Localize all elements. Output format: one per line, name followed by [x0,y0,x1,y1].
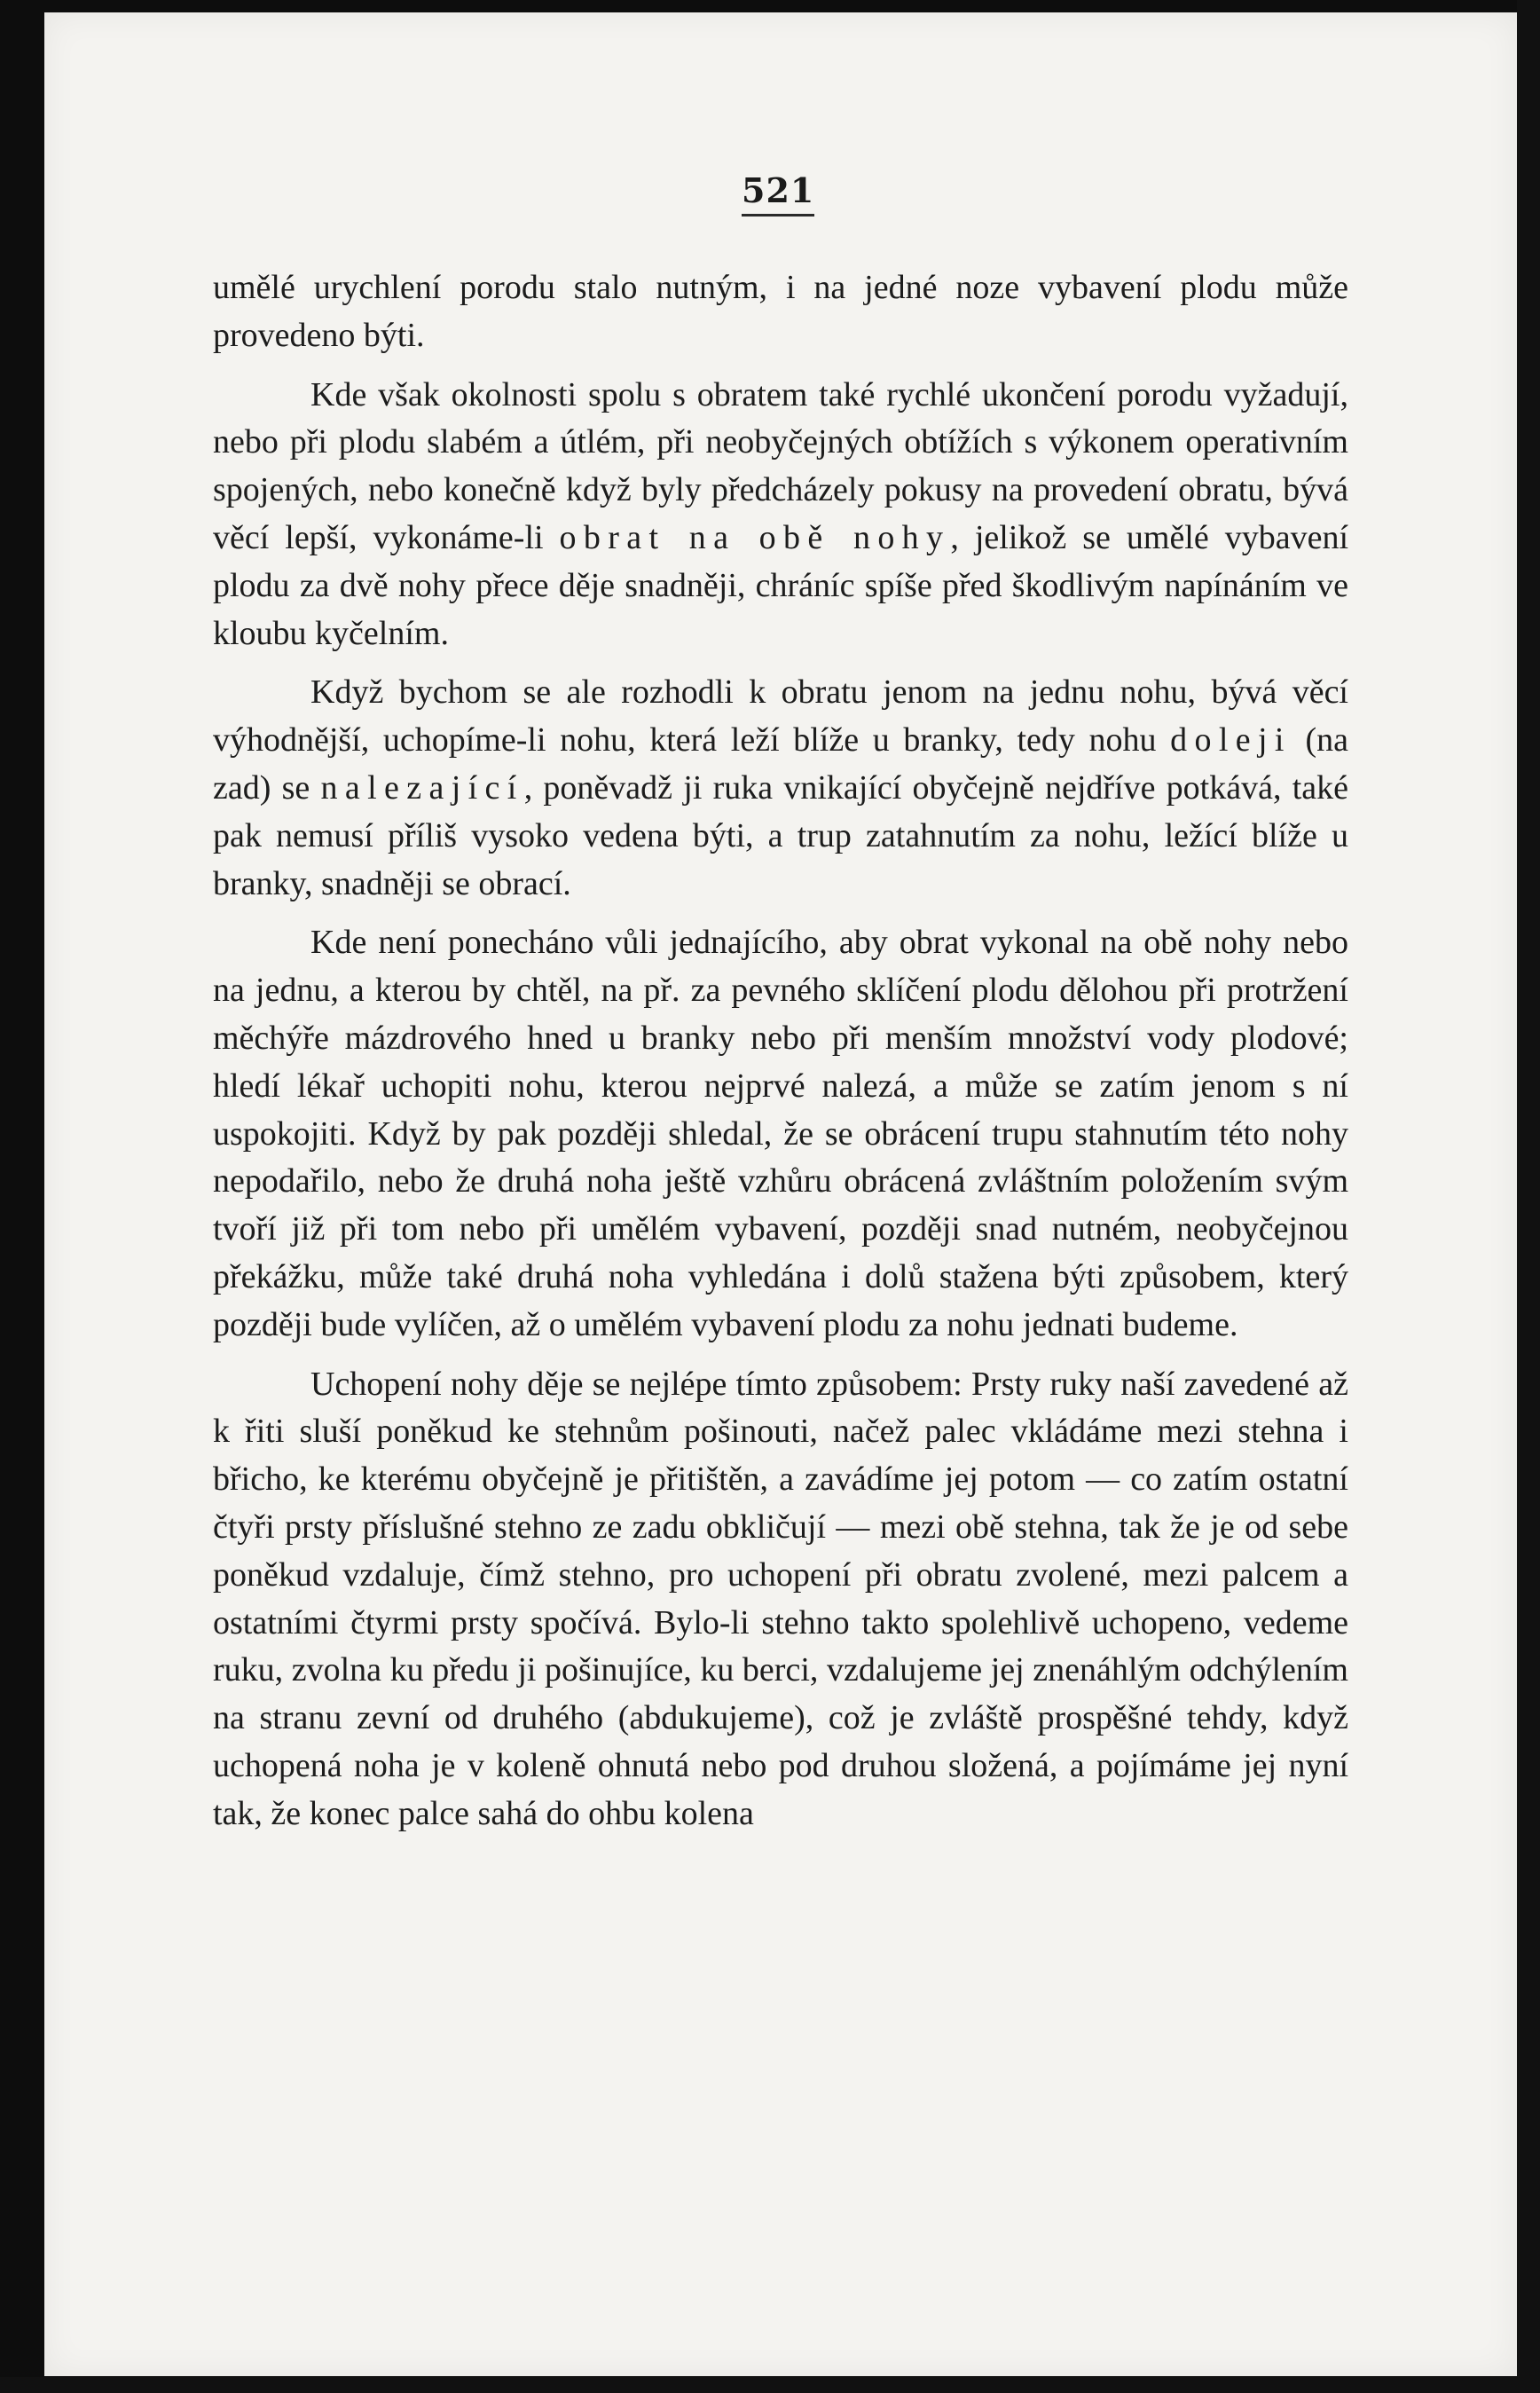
paragraph-2-before: Kde však okolnosti spolu s obratem také rychlé ukončení porodu vyžadují, nebo při plodu slabém a útlém, při neobyčejných obtížích s výkonem operativním spojených, nebo konečně když byly předcházely pokusy na provedení obratu, bývá věcí lepší, vykonáme-li [213,375,1348,556]
body-text [213,264,1348,1850]
scan-edge-bottom [0,2377,1540,2393]
paragraph-1 [213,264,1348,360]
paragraph-2-emphasis: obrat na obě nohy [559,518,951,556]
scan-edge-right [1517,0,1540,2393]
paragraph-3-before: Když bychom se ale rozhodli k obratu jenom na jednu nohu, bývá věcí výhodnější, uchopíme-li nohu, která leží blíže u branky, tedy nohu [213,673,1348,760]
paragraph-3 [213,669,1348,908]
paragraph-3-emphasis-1: doleji [1170,721,1292,760]
page-number: 521 [742,170,814,216]
paragraph-3-emphasis-2: nalezající [320,768,524,807]
paragraph-4-text: Kde není ponecháno vůli jednajícího, aby obrat vykonal na obě nohy nebo na jednu, a kterou by chtěl, na př. za pevného sklíčení plodu dělohou při protržení měchýře mázdrového hned u branky nebo při menším množství vody plodové; hledí lékař uchopiti nohu, kterou nejprvé nalezá, a může se zatím jenom s ní uspokojiti. Když by pak později shledal, že se obrácení trupu stahnutím této nohy nepodařilo, nebo že druhá noha ještě vzhůru obrácená zvláštním položením svým tvoří již při tom nebo při umělém vybavení, později snad nutném, neobyčejnou překážku, může také druhá noha vyhledána i dolů stažena býti způsobem, který později bude vylíčen, až o umělém vybavení plodu za nohu jednati budeme. [213,924,1348,1343]
scanned-page [44,12,1517,2376]
paragraph-1-text: umělé urychlení porodu stalo nutným, i na jedné noze vybavení plodu může provedeno býti. [213,269,1348,354]
paragraph-5-text: Uchopení nohy děje se nejlépe tímto způsobem: Prsty ruky naší zavedené až k řiti sluší poněkud ke stehnům pošinouti, načež palec vkládáme mezi stehna i břicho, ke kterému obyčejně je přitištěn, a zavádíme jej potom — co zatím ostatní čtyři prsty příslušné stehno ze zadu obkličují — mezi obě stehna, tak že je od sebe poněkud vzdaluje, čímž stehno, pro uchopení při obratu zvolené, mezi palcem a ostatními čtyrmi prsty spočívá. Bylo-li stehno takto spolehlivě uchopeno, vedeme ruku, zvolna ku předu ji pošinujíce, ku berci, vzdalujeme jej znenáhlým odchýlením na stranu zevní od druhého (abdukujeme), což je zvláště prospěšné tehdy, když uchopená noha je v koleně ohnutá nebo pod druhou složená, a pojímáme jej nyní tak, že konec palce sahá do ohbu kolena [213,1365,1348,1832]
paragraph-2 [213,372,1348,658]
paragraph-3-middle: (na zad) se [213,721,1348,807]
paragraph-3-after: , poněvadž ji ruka vnikající obyčejně nejdříve potkává, také pak nemusí příliš vysoko vedena býti, a trup zatahnutím za nohu, ležící blíže u branky, snadněji se obrací. [213,768,1348,902]
paragraph-5 [213,1361,1348,1838]
paragraph-4 [213,919,1348,1349]
paragraph-2-after: , jelikož se umělé vybavení plodu za dvě nohy přece děje snadněji, chráníc spíše před škodlivým napínáním ve kloubu kyčelním. [213,518,1348,652]
